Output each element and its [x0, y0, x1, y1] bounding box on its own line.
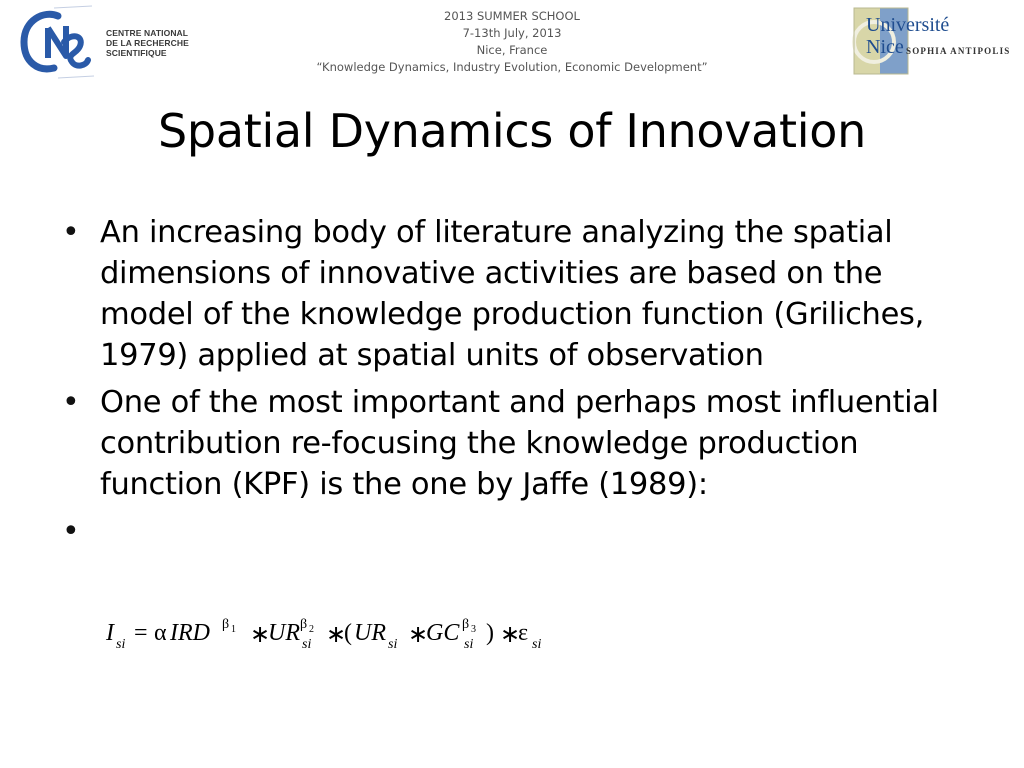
jaffe-kpf-formula [104, 614, 624, 654]
svg-text:(: ( [344, 620, 352, 646]
univ-name-line1: Université [866, 14, 950, 36]
school-line: Nice, France [476, 43, 548, 57]
svg-text:): ) [486, 620, 494, 646]
cnrs-org-line: CENTRE NATIONAL [106, 28, 189, 38]
svg-text:α: α [154, 620, 167, 646]
svg-text:IRD: IRD [170, 620, 210, 646]
bullet-item [60, 382, 980, 505]
svg-text:=: = [134, 620, 148, 646]
svg-text:β: β [300, 617, 308, 632]
svg-text:2: 2 [309, 624, 314, 635]
cnrs-org-line: SCIENTIFIQUE [106, 48, 167, 58]
svg-text:si: si [302, 637, 312, 652]
svg-text:I: I [106, 620, 114, 646]
svg-text:β: β [222, 617, 230, 632]
svg-text:1: 1 [231, 624, 236, 635]
svg-text:UR: UR [354, 620, 386, 646]
univ-name-line3: SOPHIA ANTIPOLIS [906, 46, 1011, 56]
svg-text:∗: ∗ [326, 622, 347, 648]
svg-text:∗: ∗ [500, 622, 521, 648]
svg-text:3: 3 [471, 624, 476, 635]
bullet-dot-icon: • [62, 215, 80, 250]
school-line: “Knowledge Dynamics, Industry Evolution, Economic Development” [316, 60, 708, 74]
univ-name-line2: Nice [866, 36, 904, 58]
summer-school-header [262, 8, 762, 76]
svg-text:UR: UR [268, 620, 300, 646]
universite-nice-logo [850, 6, 1020, 80]
cnrs-org-line: DE LA RECHERCHE [106, 38, 189, 48]
cnrs-org-name [106, 28, 206, 58]
bullet-text: One of the most important and perhaps most influential contribution re-focusing the knowledge production function (KPF) is the one by Jaffe (1989): [100, 385, 939, 502]
bullet-list [60, 212, 980, 549]
svg-text:ε: ε [518, 620, 529, 646]
svg-text:si: si [464, 637, 474, 652]
bullet-dot-icon: • [62, 514, 80, 549]
bullet-item [60, 212, 980, 376]
svg-text:GC: GC [426, 620, 460, 646]
cnrs-logo-mark-icon [14, 2, 96, 82]
svg-text:∗: ∗ [250, 622, 271, 648]
school-line: 7-13th July, 2013 [462, 26, 562, 40]
bullet-dot-icon: • [62, 385, 80, 420]
cnrs-logo [10, 2, 200, 82]
bullet-text: An increasing body of literature analyzing the spatial dimensions of innovative activities are based on the model of the knowledge production function (Griliches, 1979) applied at spatial units of observation [100, 215, 925, 373]
school-line: 2013 SUMMER SCHOOL [444, 9, 580, 23]
svg-text:∗: ∗ [408, 622, 429, 648]
slide-title: Spatial Dynamics of Innovation [158, 104, 866, 158]
svg-text:si: si [116, 637, 126, 652]
svg-text:si: si [532, 637, 542, 652]
svg-text:β: β [462, 617, 470, 632]
svg-text:si: si [388, 637, 398, 652]
